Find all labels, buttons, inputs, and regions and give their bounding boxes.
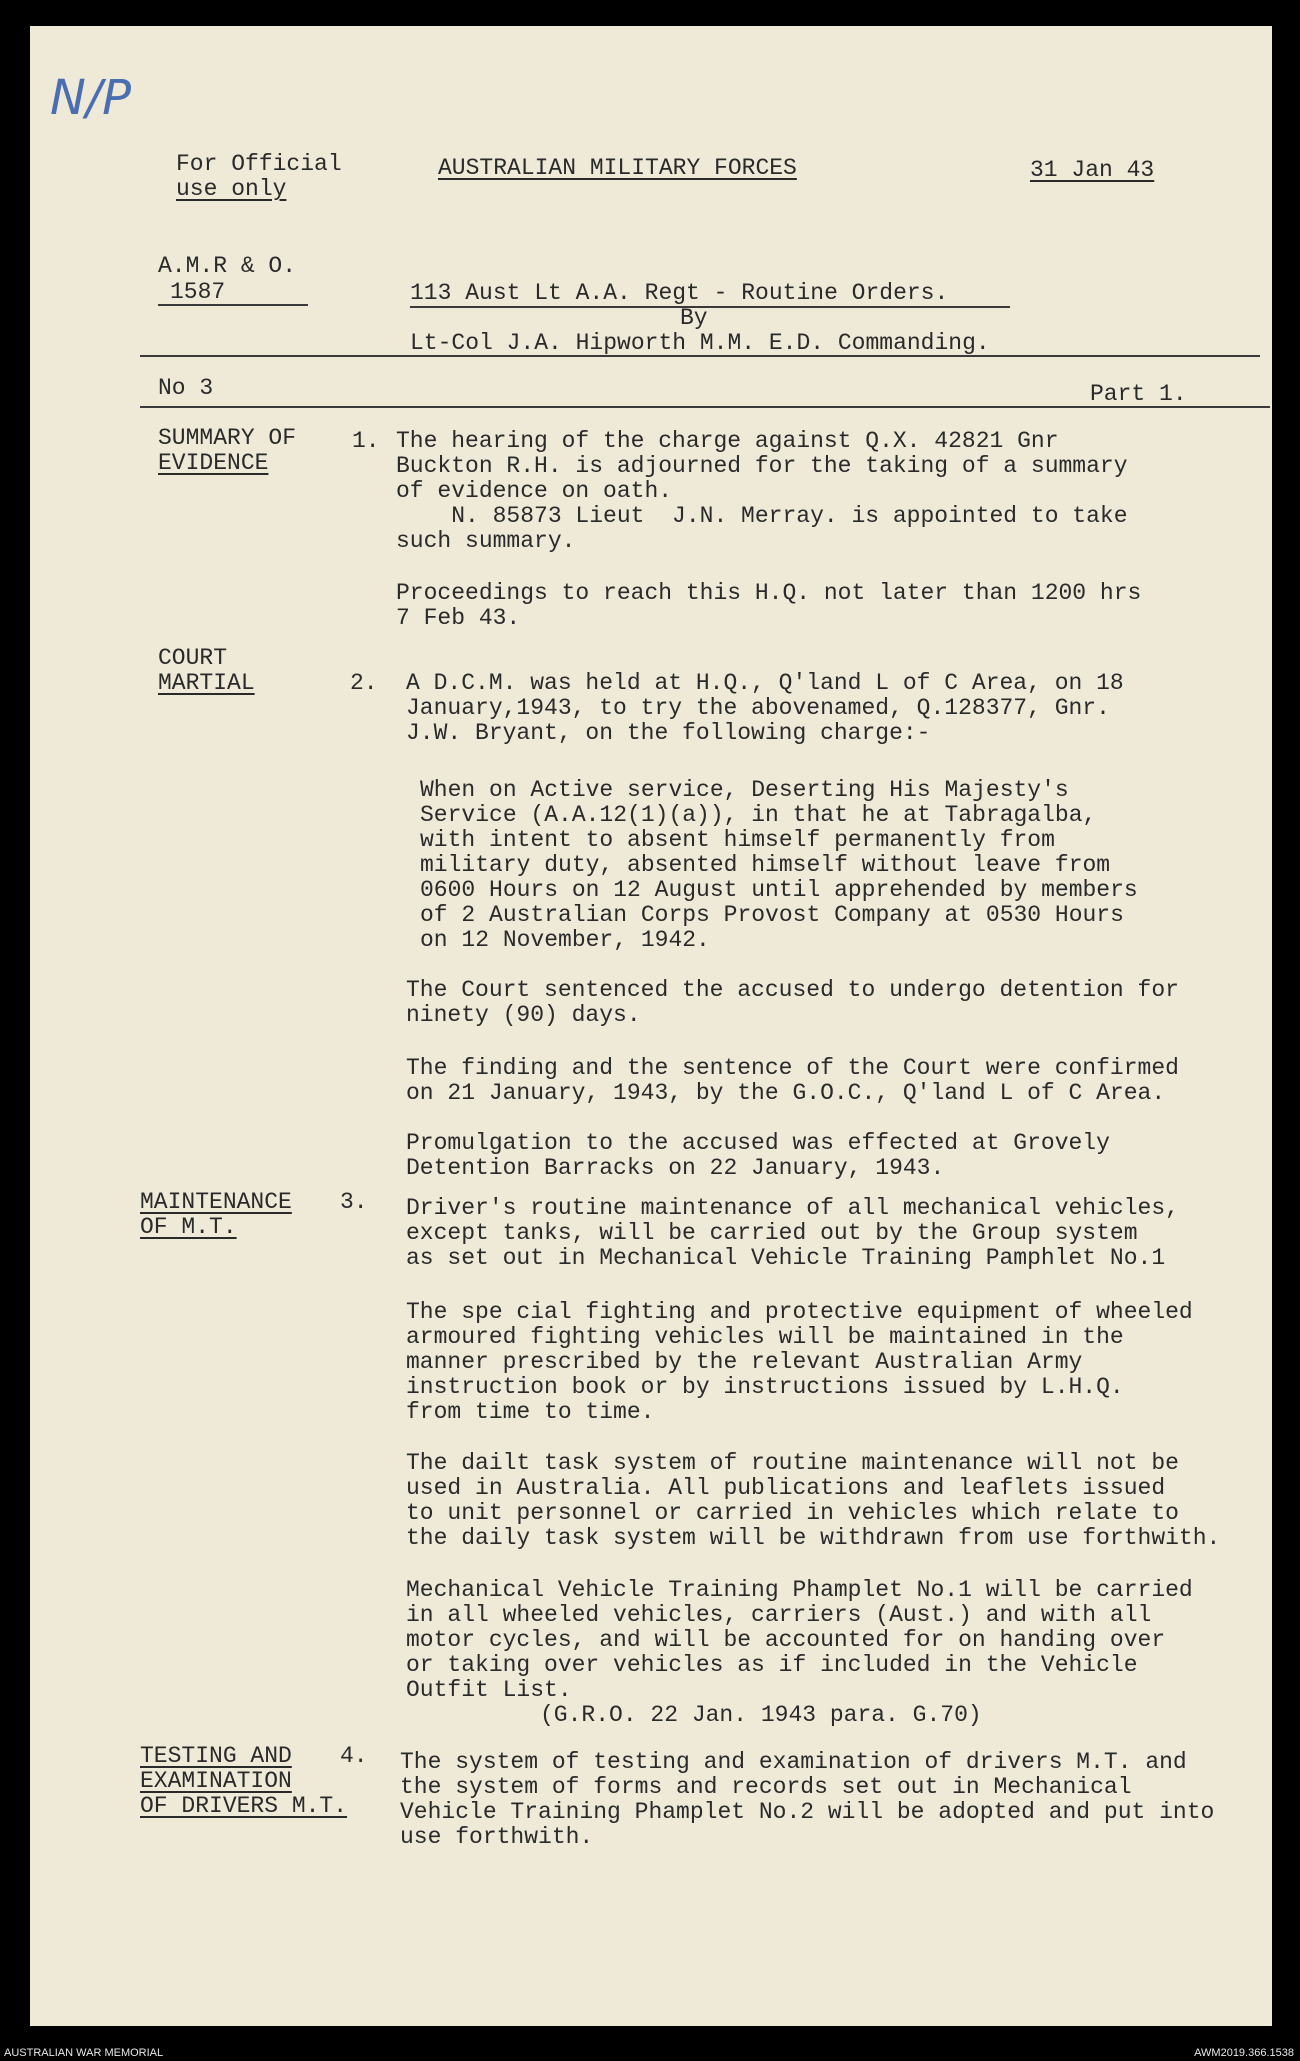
section-3-para-3: The dailt task system of routine maintenance will not be used in Australia. All publications and leaflets issued to unit personnel or carried in vehicles which relate to the daily task system will be withdrawn from use forthwith. <box>406 1450 1221 1551</box>
orders-title-by: By <box>680 305 708 331</box>
official-use-line2: use only <box>176 176 287 202</box>
section-2-para-4: The finding and the sentence of the Court were confirmed on 21 January, 1943, by the G.O.C., Q'land L of C Area. <box>406 1055 1179 1106</box>
section-2-para-5: Promulgation to the accused was effected at Grovely Detention Barracks on 22 January, 1943. <box>406 1130 1110 1181</box>
section-2-para-2: When on Active service, Deserting His Majesty's Service (A.A.12(1)(a)), in that he at Tabragalba, with intent to absent himself permanently from military duty, absented himself without leave from 0600 Hours on 12 August until apprehended by members of 2 Australian Corps Provost Company at 0530 Hours on 12 November, 1942. <box>420 777 1138 953</box>
section-1-para-2: Proceedings to reach this H.Q. not later than 1200 hrs 7 Feb 43. <box>396 580 1142 631</box>
section-4-heading-line1: TESTING AND <box>140 1743 292 1769</box>
part-rule <box>140 406 1270 408</box>
orders-title-line1: 113 Aust Lt A.A. Regt - Routine Orders. <box>410 280 949 306</box>
footer-accession: AWM2019.366.1538 <box>1194 2047 1294 2059</box>
handwritten-annotation: N/P <box>50 70 132 126</box>
section-1-heading <box>158 426 296 476</box>
section-2-heading-line1: COURT <box>158 645 228 671</box>
section-3-heading-line1: MAINTENANCE <box>140 1189 292 1215</box>
section-2-heading <box>158 646 255 696</box>
section-2-para-3: The Court sentenced the accused to undergo detention for ninety (90) days. <box>406 977 1179 1028</box>
section-1-para-1: The hearing of the charge against Q.X. 42821 Gnr Buckton R.H. is adjourned for the taking of a summary of evidence on oath. N. 85873 Lieut J.N. Merray. is appointed to take such summary. <box>396 428 1128 554</box>
section-4-para-1: The system of testing and examination of drivers M.T. and the system of forms and records set out in Mechanical Vehicle Training Phamplet No.2 will be adopted and put into use forthwith. <box>400 1749 1215 1850</box>
document-title: AUSTRALIAN MILITARY FORCES <box>438 155 797 181</box>
section-3-para-1: Driver's routine maintenance of all mechanical vehicles, except tanks, will be carried out by the Group system as set out in Mechanical Vehicle Training Pamphlet No.1 <box>406 1195 1179 1271</box>
section-2-number: 2. <box>350 670 378 696</box>
section-4-number: 4. <box>340 1743 368 1769</box>
header-rule <box>140 355 1260 357</box>
section-2-heading-line2: MARTIAL <box>158 670 255 696</box>
section-3-para-4: Mechanical Vehicle Training Phamplet No.1 will be carried in all wheeled vehicles, carriers (Aust.) and with all motor cycles, and will be accounted for on handing over or taking over vehicles as if included in the Vehicle Outfit List. <box>406 1577 1193 1703</box>
section-3-number: 3. <box>340 1189 368 1215</box>
section-3-para-2: The spe cial fighting and protective equipment of wheeled armoured fighting vehicles will be maintained in the manner prescribed by the relevant Australian Army instruction book or by instructions issued by L.H.Q. from time to time. <box>406 1299 1193 1425</box>
section-4-heading-line3: OF DRIVERS M.T. <box>140 1793 348 1819</box>
section-3-heading-line2: OF M.T. <box>140 1214 237 1240</box>
section-3-heading <box>140 1190 292 1240</box>
amr-label: A.M.R & O. <box>158 253 297 279</box>
order-number: No 3 <box>158 375 214 401</box>
footer-source: AUSTRALIAN WAR MEMORIAL <box>4 2047 164 2059</box>
document-date: 31 Jan 43 <box>1030 157 1155 183</box>
amr-underline <box>158 304 308 306</box>
document-page <box>30 26 1272 2026</box>
section-1-number: 1. <box>352 428 380 454</box>
orders-title-underline <box>410 306 1010 308</box>
order-part: Part 1. <box>1090 381 1187 407</box>
section-4-heading-line2: EXAMINATION <box>140 1768 292 1794</box>
section-1-heading-line1: SUMMARY OF <box>158 425 297 451</box>
orders-title-commanding: Lt-Col J.A. Hipworth M.M. E.D. Commanding. <box>410 330 990 356</box>
section-2-para-1: A D.C.M. was held at H.Q., Q'land L of C Area, on 18 January,1943, to try the abovenamed, Q.128377, Gnr. J.W. Bryant, on the following charge:- <box>406 670 1124 746</box>
section-4-heading <box>140 1744 347 1819</box>
section-3-reference: (G.R.O. 22 Jan. 1943 para. G.70) <box>540 1702 982 1728</box>
section-1-heading-line2: EVIDENCE <box>158 450 269 476</box>
amr-number: 1587 <box>170 279 226 305</box>
official-use-line1: For Official <box>176 151 342 177</box>
